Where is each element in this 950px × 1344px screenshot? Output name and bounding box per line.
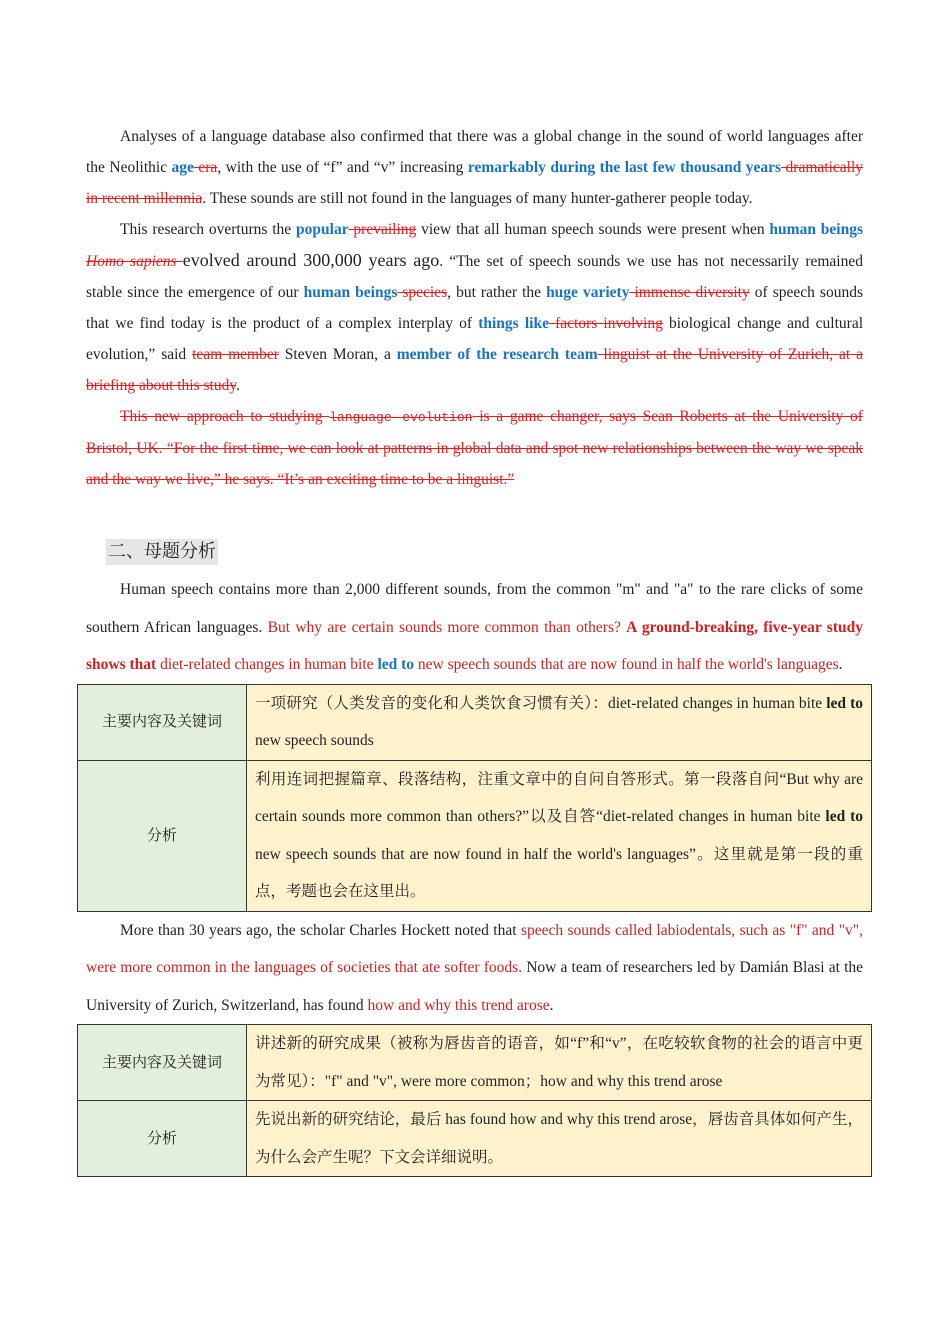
paragraph-neolithic — [86, 121, 863, 214]
highlight-text: how and why this trend arose — [367, 996, 550, 1014]
inserted-text: popular — [296, 221, 349, 238]
text-span: . — [236, 377, 240, 394]
text-span: . — [838, 656, 843, 673]
deleted-text: species — [397, 284, 448, 301]
paragraph-hockett — [86, 912, 863, 1025]
deleted-text: era — [193, 159, 218, 176]
deleted-text: team member — [192, 346, 279, 363]
text-span: 利用连词把握篇章、段落结构，注重文章中的自问自答形式。第一段落自问“But why are certain sounds more common than others?”以及自答“diet-related changes in human bite — [255, 770, 863, 825]
inserted-text: things like — [478, 315, 549, 332]
deleted-text: is a game changer, says Sean Roberts at the University of Bristol, UK. “For the first time, we can look at patterns in global data and spot new relationships between the way we speak and the way we live,” he says. “It’s an exciting time to be a linguist.” — [86, 408, 863, 488]
text-span: of speech sounds that we find today is the product of a complex interplay of — [86, 284, 863, 332]
deleted-text: language evolution — [329, 410, 473, 425]
text-span: This research overturns the — [120, 221, 297, 238]
text-span: new speech sounds — [255, 732, 374, 749]
text-span: Now a team of researchers led by Damián Blasi at the University of Zurich, Switzerland, has found — [86, 959, 863, 1014]
bold-text: led to — [825, 808, 864, 825]
table-row — [78, 1101, 872, 1177]
deleted-text: immense diversity — [629, 284, 750, 301]
text-span: biological change and cultural evolution,” said — [86, 315, 864, 363]
text-span: Steven Moran, a — [278, 346, 397, 363]
table-row — [78, 684, 872, 760]
highlight-text: But why are certain sounds more common than others? — [267, 618, 627, 636]
spacer — [86, 495, 863, 539]
paragraph-human-speech — [86, 571, 863, 684]
text-span: . “The set of speech sounds we use has not necessarily remained stable since the emergence of our — [86, 253, 863, 301]
inserted-text: human beings — [303, 284, 398, 301]
highlight-text: diet-related changes in human bite — [156, 656, 378, 673]
inserted-text: human beings — [769, 221, 863, 238]
paragraph-research-overturns — [86, 214, 863, 401]
text-span: More than 30 years ago, the scholar Charles Hockett noted that — [120, 921, 521, 939]
table-value-cell — [247, 684, 872, 760]
text-span: new speech sounds that are now found in half the world's languages”。这里就是第一段的重点，考题也会在这里出。 — [255, 845, 863, 900]
deleted-text: factors involving — [548, 315, 663, 332]
deleted-text: This new approach to studying — [120, 408, 330, 425]
deleted-text: dramatically in recent millennia — [86, 159, 863, 207]
document-content — [86, 121, 863, 1177]
text-span: view that all human speech sounds were present when — [416, 221, 770, 238]
deleted-text: prevailing — [348, 221, 417, 238]
table-key-cell: 主要内容及关键词 — [78, 684, 247, 760]
table-value-cell: 讲述新的研究成果（被称为唇齿音的语音，如“f”和“v”，在吃较软食物的社会的语言中更为常见）："f" and "v", were more common；how and why this trend arose — [247, 1025, 872, 1101]
section-heading: 二、母题分析 — [106, 539, 218, 565]
text-span: 一项研究（人类发音的变化和人类饮食习惯有关）：diet-related changes in human bite — [255, 694, 827, 712]
text-span: . — [549, 996, 554, 1014]
inserted-text: age — [171, 159, 194, 176]
analysis-table-1 — [77, 684, 872, 912]
text-span: , with the use of “f” and “v” increasing — [217, 159, 468, 176]
text-span: Analyses of a language database also confirmed that there was a global change in the sound of world languages after the Neolithic — [86, 128, 863, 176]
highlight-bold-text: A ground-breaking, five-year study shows that — [86, 618, 863, 673]
inserted-text: huge variety — [546, 284, 630, 301]
analysis-table-2 — [77, 1024, 872, 1177]
deleted-text: linguist at the University of Zurich, at a briefing about this study — [86, 346, 864, 394]
bold-text: led to — [826, 694, 863, 712]
highlight-text: speech sounds called labiodentals, such as "f" and "v", were more common in the languages of societies that ate softer foods. — [86, 921, 863, 976]
text-span-large: evolved around 300,000 years ago — [182, 250, 440, 270]
text-span: . These sounds are still not found in the languages of many hunter-gatherer people today. — [202, 190, 753, 207]
deleted-text: Homo sapiens — [86, 253, 183, 270]
text-span: , but rather the — [447, 284, 547, 301]
table-key-cell: 主要内容及关键词 — [78, 1025, 247, 1101]
highlight-text: new speech sounds that are now found in half the world's languages — [414, 656, 839, 673]
table-value-cell — [247, 760, 872, 911]
inserted-text: member of the research team — [396, 346, 598, 363]
table-row — [78, 1025, 872, 1101]
paragraph-deleted-roberts — [86, 401, 863, 495]
table-key-cell: 分析 — [78, 1101, 247, 1177]
table-value-cell: 先说出新的研究结论，最后 has found how and why this trend arose，唇齿音具体如何产生，为什么会产生呢？下文会详细说明。 — [247, 1101, 872, 1177]
inserted-text: remarkably during the last few thousand years — [467, 159, 782, 176]
table-key-cell: 分析 — [78, 760, 247, 911]
table-row — [78, 760, 872, 911]
section-heading-row — [86, 539, 863, 565]
keyword-text: led to — [377, 656, 415, 673]
text-span: Human speech contains more than 2,000 different sounds, from the common "m" and "a" to the rare clicks of some southern African languages. — [86, 581, 863, 636]
